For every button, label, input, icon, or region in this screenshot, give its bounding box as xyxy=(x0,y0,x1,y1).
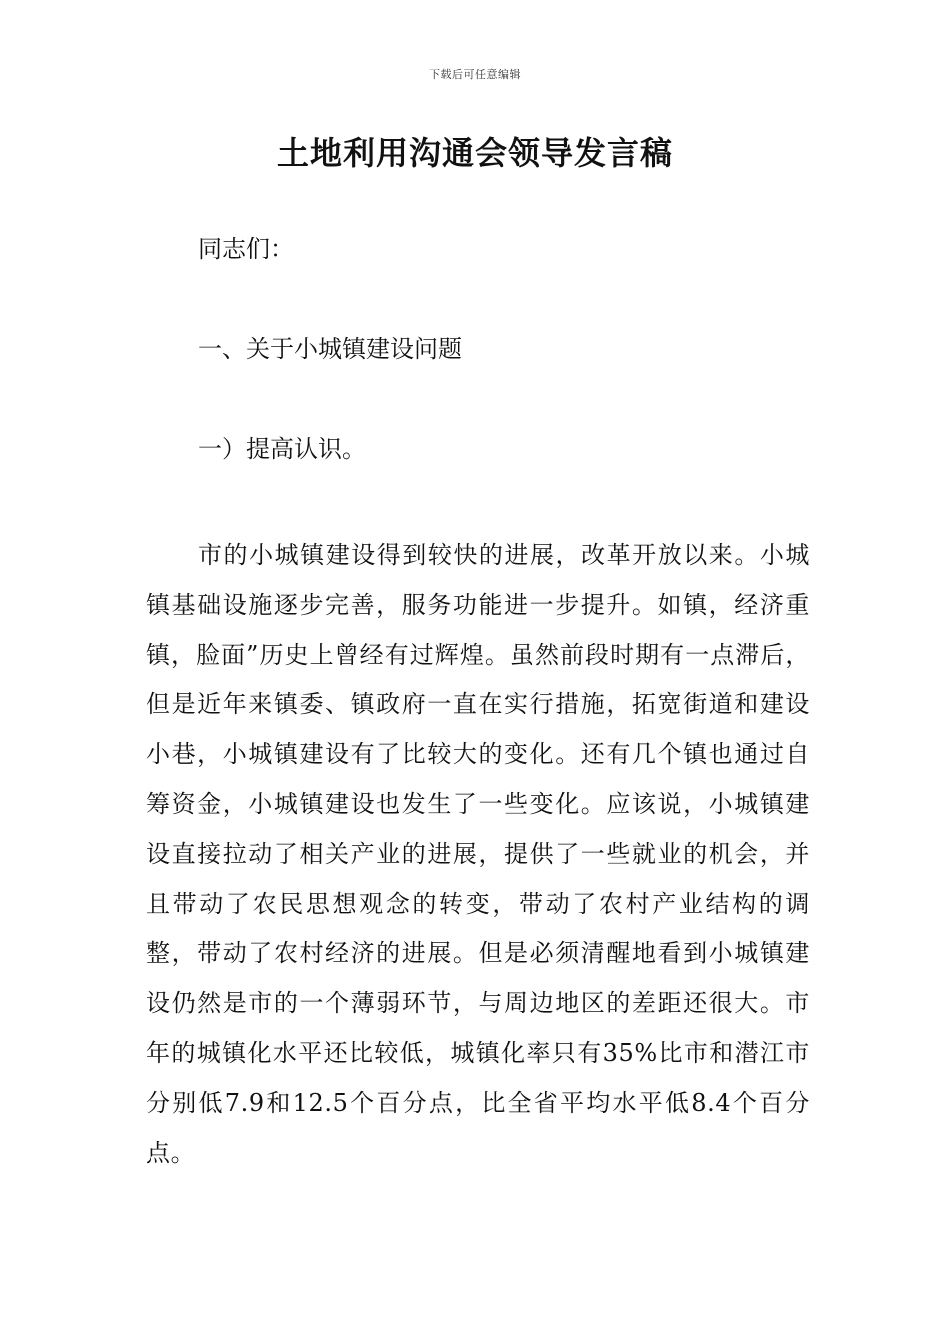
header-note: 下载后可任意编辑 xyxy=(429,68,521,81)
body-paragraph: 市的小城镇建设得到较快的进展，改革开放以来。小城镇基础设施逐步完善，服务功能进一步提升。如镇，经济重镇，脸面”历史上曾经有过辉煌。虽然前段时期有一点滞后，但是近年来镇委、镇政府一直在实行措施，拓宽街道和建设小巷，小城镇建设有了比较大的变化。还有几个镇也通过自筹资金，小城镇建设也发生了一些变化。应该说，小城镇建设直接拉动了相关产业的进展，提供了一些就业的机会，并且带动了农民思想观念的转变，带动了农村产业结构的调整，带动了农村经济的进展。但是必须清醒地看到小城镇建设仍然是市的一个薄弱环节，与周边地区的差距还很大。市年的城镇化水平还比较低，城镇化率只有35%比市和潜江市分别低7.9和12.5个百分点，比全省平均水平低8.4个百分点。 xyxy=(146,541,810,1167)
salutation: 同志们： xyxy=(198,235,294,263)
subsection-heading: 一）提高认识。 xyxy=(198,435,366,463)
document-title: 土地利用沟通会领导发言稿 xyxy=(276,134,673,172)
section-heading: 一、关于小城镇建设问题 xyxy=(198,335,462,363)
